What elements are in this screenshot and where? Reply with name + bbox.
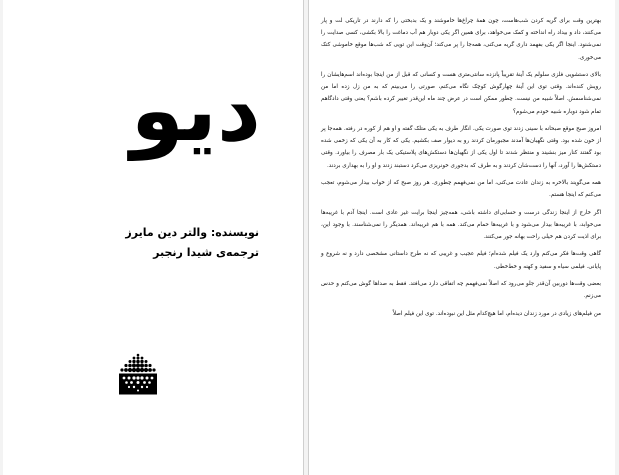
book-title: دیو (130, 61, 261, 161)
paragraph: من فیلم‌های زیادی در مورد زندان دیده‌ام، اما هیچ‌کدام مثل این نبوده‌اند. توی این فیلم اصلاً (392, 310, 601, 317)
paragraph: امروز صبح موقع صبحانه با سینی زدند توی صورت یکی. انگار طرف به یکی متلک گفته و او هم از کوره در رفته. همه‌جا پر از خون شده بود. وقتی نگهبان‌ها آمدند مجبورمان کردند رو به دیوار صف بکشیم. یکی که کار به آن یکی که زخمی شده بود گفتند کنار میز بنشیند و منتظر شدند تا اول یکی از نگهبان‌ها دستکش‌های پلاستیکی یک بار مصرف را بیاورد. وقتی دستکش‌ها را آورد، آنها را دست‌شان کردند و به طرف که بدجوری خونریزی می‌کرد دستبند زدند و او را به بهداری بردند. (321, 126, 601, 169)
paragraph: همه می‌گویند بالاخره به زندان عادت می‌کنی، اما من نمی‌فهمم چطوری. هر روز صبح که از خواب بیدار می‌شوم، تعجب می‌کنم که اینجا هستم. (321, 180, 601, 199)
paragraph: بعضی وقت‌ها دوربین آن‌قدر جلو می‌رود که اصلاً نمی‌فهمم چه اتفاقی دارد می‌افتد. فقط به صداها گوش می‌کنم و حدس می‌زنم. (321, 280, 601, 300)
text-page (308, 0, 615, 475)
paragraph: گاهی وقت‌ها فکر می‌کنم وارد یک فیلم شده‌ام؛ فیلم عجیب و غریبی که نه طرح داستانی مشخصی دارد و نه شروع و پایانی. فیلمی سیاه و سفید و کهنه و خط‌خطی. (321, 251, 601, 270)
body-text (321, 15, 601, 325)
paragraph: اگر خارج از اینجا زندگی درست و حسابی‌ای داشته باشی، همه‌چیز اینجا برایت غیر عادی است. اینجا آدم با غریبه‌ها می‌خوابد، با غریبه‌ها بیدار می‌شود و با غریبه‌ها حمام می‌کند. همه با هم غریبه‌اند. همدیگر را نمی‌شناسند. با وجود این، برای اذیت کردن هم خیلی راحت بهانه جور می‌کنند. (321, 209, 601, 240)
paragraph: بهترین وقت برای گریه کردن شب‌هاست، چون همهٔ چراغ‌ها خاموشند و یک بدبختی را که دارند در تاریکی لت و پار می‌کنند، داد و بیداد راه انداخته و کمک می‌خواهد، برای همین اگر یکی دوبار هم آب دماغت را بالا بکشی، کسی صدایت را نمی‌شنود. اینجا اگر یکی بفهمد داری گریه می‌کنی، همه‌جا را پر می‌کند؛ آن‌وقت این تویی که شب‌ها موقع خاموشی کتک می‌خوری. (321, 18, 601, 61)
paragraph: بالای دستشویی فلزی سلولم یک آینهٔ تقریباً پانزده سانتی‌متری هست و کسانی که قبل از من اینجا بوده‌اند اسم‌هایشان را رویش کنده‌اند. وقتی توی این آینهٔ چهارگوش کوچک نگاه می‌کنم، صورتی را می‌بینم که به من زل زده اما من نمی‌شناسمش. اصلاً شبیه من نیست. چطور ممکن است در عرض چند ماه این‌قدر تغییر کرده باشم؟ یعنی وقتی دادگاهم تمام شود دوباره شبیه خودم می‌شوم؟ (321, 72, 601, 115)
author-line: نویسنده: والتر دین مایرز (125, 226, 259, 239)
cover-page (3, 0, 304, 475)
publisher-logo-icon (116, 352, 160, 396)
translator-line: ترجمه‌ی شیدا رنجبر (153, 246, 259, 259)
